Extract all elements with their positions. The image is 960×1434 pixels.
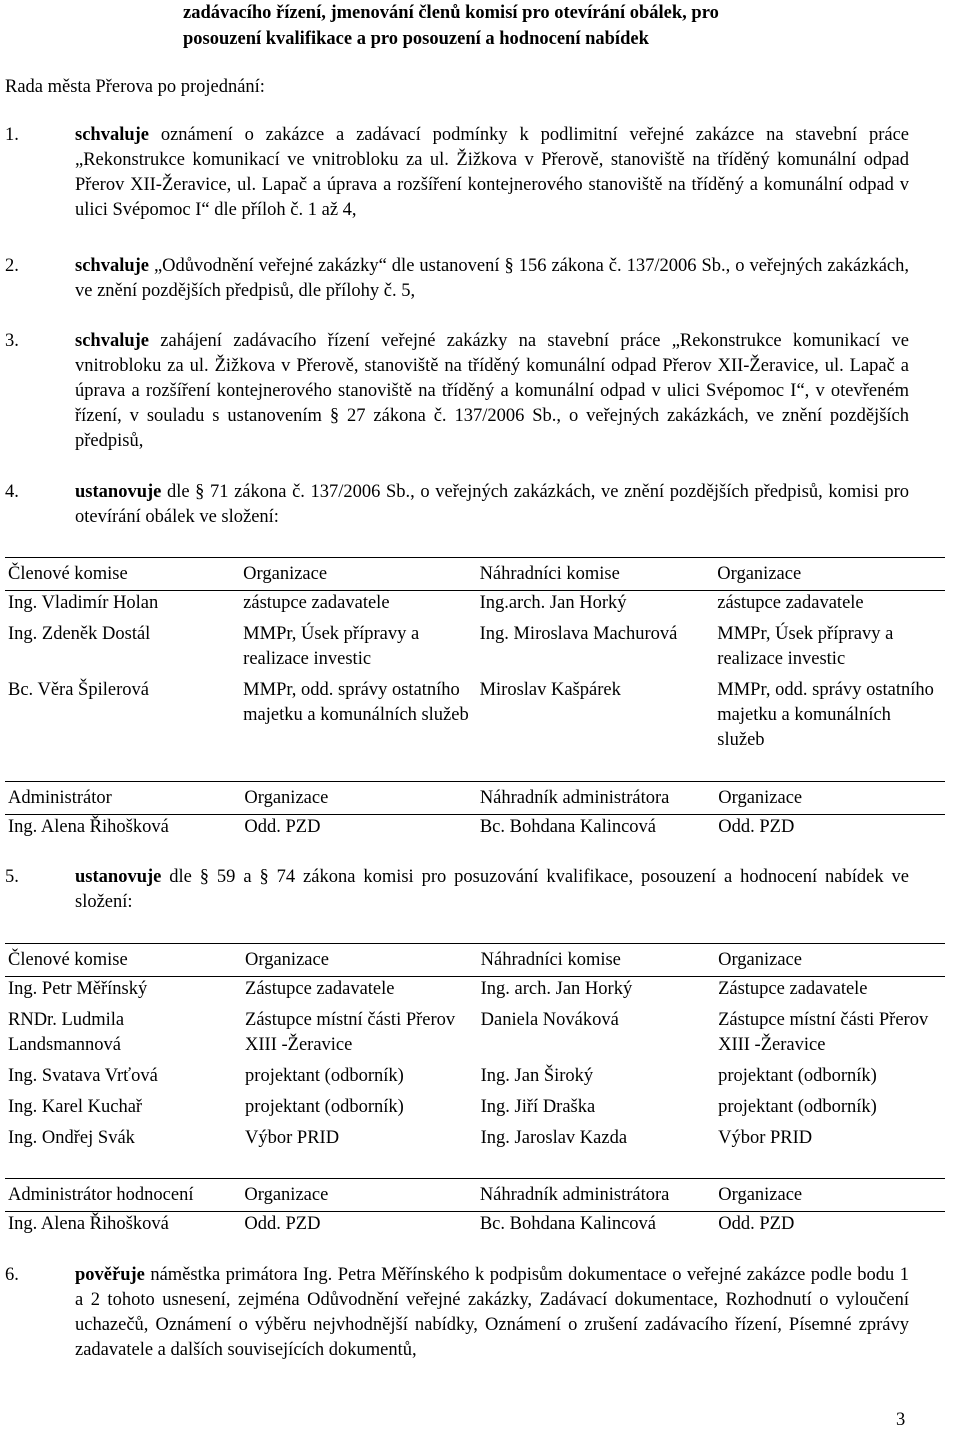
table-row: [5, 815, 945, 847]
table-cell: Odd. PZD: [718, 1214, 795, 1234]
table-cell: Ing.arch. Jan Horký: [479, 593, 627, 613]
item-verb: pověřuje: [75, 1265, 145, 1285]
table-cell: Výbor PRID: [245, 1128, 340, 1148]
item-number: 5.: [5, 867, 19, 887]
page-number: 3: [896, 1410, 906, 1430]
table-cell: zástupce zadavatele: [717, 593, 864, 613]
intro-text: Rada města Přerova po projednání:: [5, 77, 265, 97]
resolution-item-6: [5, 1263, 909, 1363]
table-cell: Ing. arch. Jan Horký: [480, 979, 633, 999]
resolution-item-4: [5, 480, 909, 530]
administrator-table: [5, 781, 945, 846]
table-cell: Ing. Zdeněk Dostál: [8, 624, 151, 644]
table-cell: projektant (odborník): [718, 1097, 877, 1117]
table-cell: projektant (odborník): [245, 1097, 404, 1117]
table-cell: Bc. Bohdana Kalincová: [479, 1214, 657, 1234]
table-cell: Výbor PRID: [718, 1128, 813, 1148]
resolution-title: [183, 0, 923, 52]
item-body: [75, 480, 909, 530]
evaluation-administrator-table: [5, 1178, 945, 1243]
item-body: [75, 329, 909, 454]
item-verb: ustanovuje: [75, 867, 162, 887]
header-cell: Náhradník administrátora: [477, 782, 715, 815]
header-cell: Členové komise: [5, 558, 240, 591]
table-row: [5, 1008, 945, 1064]
table-header-row: [5, 944, 945, 977]
table-cell: Bc. Věra Špilerová: [8, 680, 149, 700]
item-body: [75, 254, 909, 304]
table-cell: RNDr. Ludmila Landsmannová: [8, 1010, 125, 1055]
header-cell: Organizace: [241, 782, 476, 815]
table-row: [5, 591, 945, 623]
item-verb: schvaluje: [75, 125, 149, 145]
item-text: dle § 59 a § 74 zákona komisi pro posuzování kvalifikace, posouzení a hodnocení nabídek ve složení:: [75, 867, 909, 912]
resolution-item-3: [5, 329, 909, 454]
header-cell: Administrátor: [5, 782, 241, 815]
table-row: [5, 1095, 945, 1126]
table-cell: Ing. Miroslava Machurová: [479, 624, 678, 644]
table-cell: Ing. Alena Řihošková: [8, 1214, 169, 1234]
table-cell: Ing. Petr Měřínský: [8, 979, 148, 999]
resolution-item-5: [5, 865, 909, 915]
table-cell: Ing. Alena Řihošková: [8, 817, 169, 837]
table-cell: MMPr, Úsek přípravy a realizace investic: [717, 624, 894, 669]
item-body: [75, 1263, 909, 1363]
table-cell: Odd. PZD: [718, 817, 795, 837]
item-text: zahájení zadávacího řízení veřejné zakázky na stavební práce „Rekonstrukce komunikací ve vnitrobloku za ul. Žižkova v Přerově, stanoviště na tříděný komunální odpad Přerov XII-Žeravice, ul. Lapač a úprava a rozšíření kontejnerového stanoviště na tříděný a komunální odpad v ulici Svépomoc I“, v otevřeném řízení, v souladu s ustanovením § 27 zákona č. 137/2006 Sb., o veřejných zakázkách, ve znění pozdějších předpisů,: [75, 331, 909, 451]
item-number: 2.: [5, 256, 19, 276]
table-row: [5, 977, 945, 1009]
table-cell: Miroslav Kašpárek: [479, 680, 621, 700]
table-cell: Ing. Jan Široký: [480, 1066, 594, 1086]
header-cell: Administrátor hodnocení: [5, 1179, 241, 1212]
table-cell: Ing. Svatava Vrťová: [8, 1066, 158, 1086]
resolution-item-2: [5, 254, 909, 304]
header-cell: Organizace: [242, 944, 478, 977]
table-cell: Daniela Nováková: [480, 1010, 619, 1030]
table-cell: Zástupce místní části Přerov XIII -Žeravice: [245, 1010, 456, 1055]
item-text: „Odůvodnění veřejné zakázky“ dle ustanovení § 156 zákona č. 137/2006 Sb., o veřejných zakázkách, ve znění pozdějších předpisů, dle přílohy č. 5,: [75, 256, 909, 301]
header-cell: Organizace: [714, 558, 945, 591]
header-cell: Organizace: [715, 944, 945, 977]
table-cell: MMPr, odd. správy ostatního majetku a komunálních služeb: [243, 680, 469, 725]
table-cell: MMPr, odd. správy ostatního majetku a komunálních služeb: [717, 680, 934, 750]
table-row: [5, 1212, 945, 1244]
evaluation-committee-table: [5, 943, 945, 1157]
opening-committee-table: [5, 557, 945, 759]
item-body: [75, 123, 909, 223]
header-cell: Organizace: [240, 558, 476, 591]
table-cell: Zástupce zadavatele: [718, 979, 868, 999]
item-number: 4.: [5, 482, 19, 502]
table-cell: Ing. Jaroslav Kazda: [480, 1128, 628, 1148]
table-cell: zástupce zadavatele: [243, 593, 390, 613]
item-number: 6.: [5, 1265, 19, 1285]
table-row: [5, 1064, 945, 1095]
item-verb: schvaluje: [75, 256, 149, 276]
resolution-item-1: [5, 123, 909, 223]
table-cell: Odd. PZD: [244, 817, 321, 837]
item-number: 3.: [5, 331, 19, 351]
item-text: náměstka primátora Ing. Petra Měřínského k podpisům dokumentace o veřejné zakázce podle bodu 1 a 2 tohoto usnesení, zejména Odůvodnění veřejné zakázky, Zadávací dokumentace, Rozhodnutí o vyloučení uchazečů, Oznámení o výběru nejvhodnější nabídky, Oznámení o zrušení zadávacího řízení, Písemné zprávy zadavatele a dalších souvisejících dokumentů,: [75, 1265, 909, 1360]
table-cell: Ing. Vladimír Holan: [8, 593, 159, 613]
header-cell: Organizace: [241, 1179, 476, 1212]
table-cell: Ing. Karel Kuchař: [8, 1097, 143, 1117]
header-cell: Náhradníci komise: [478, 944, 715, 977]
table-cell: Bc. Bohdana Kalincová: [479, 817, 657, 837]
header-cell: Členové komise: [5, 944, 242, 977]
table-cell: projektant (odborník): [718, 1066, 877, 1086]
item-number: 1.: [5, 125, 19, 145]
header-cell: Náhradníci komise: [477, 558, 715, 591]
table-header-row: [5, 1179, 945, 1212]
item-verb: ustanovuje: [75, 482, 162, 502]
title-line-2: posouzení kvalifikace a pro posouzení a hodnocení nabídek: [183, 29, 649, 49]
table-header-row: [5, 558, 945, 591]
table-row: [5, 678, 945, 759]
item-text: oznámení o zakázce a zadávací podmínky k podlimitní veřejné zakázce na stavební práce „Rekonstrukce komunikací ve vnitrobloku za ul. Žižkova v Přerově, stanoviště na tříděný komunální odpad Přerov XII-Žeravice, ul. Lapač a úprava a rozšíření kontejnerového stanoviště na tříděný a komunální odpad v ulici Svépomoc I“ dle příloh č. 1 až 4,: [75, 125, 909, 220]
table-header-row: [5, 782, 945, 815]
table-cell: Odd. PZD: [244, 1214, 321, 1234]
header-cell: Organizace: [715, 1179, 945, 1212]
title-line-1: zadávacího řízení, jmenování členů komisí pro otevírání obálek, pro: [183, 3, 719, 23]
item-body: [75, 865, 909, 915]
table-cell: Zástupce místní části Přerov XIII -Žeravice: [718, 1010, 929, 1055]
table-row: [5, 1126, 945, 1157]
table-cell: Zástupce zadavatele: [245, 979, 395, 999]
item-verb: schvaluje: [75, 331, 149, 351]
table-cell: Ing. Jiří Draška: [480, 1097, 596, 1117]
header-cell: Organizace: [715, 782, 945, 815]
header-cell: Náhradník administrátora: [477, 1179, 715, 1212]
table-row: [5, 622, 945, 678]
table-cell: projektant (odborník): [245, 1066, 404, 1086]
table-cell: MMPr, Úsek přípravy a realizace investic: [243, 624, 420, 669]
table-cell: Ing. Ondřej Svák: [8, 1128, 135, 1148]
item-text: dle § 71 zákona č. 137/2006 Sb., o veřejných zakázkách, ve znění pozdějších předpisů, komisi pro otevírání obálek ve složení:: [75, 482, 909, 527]
